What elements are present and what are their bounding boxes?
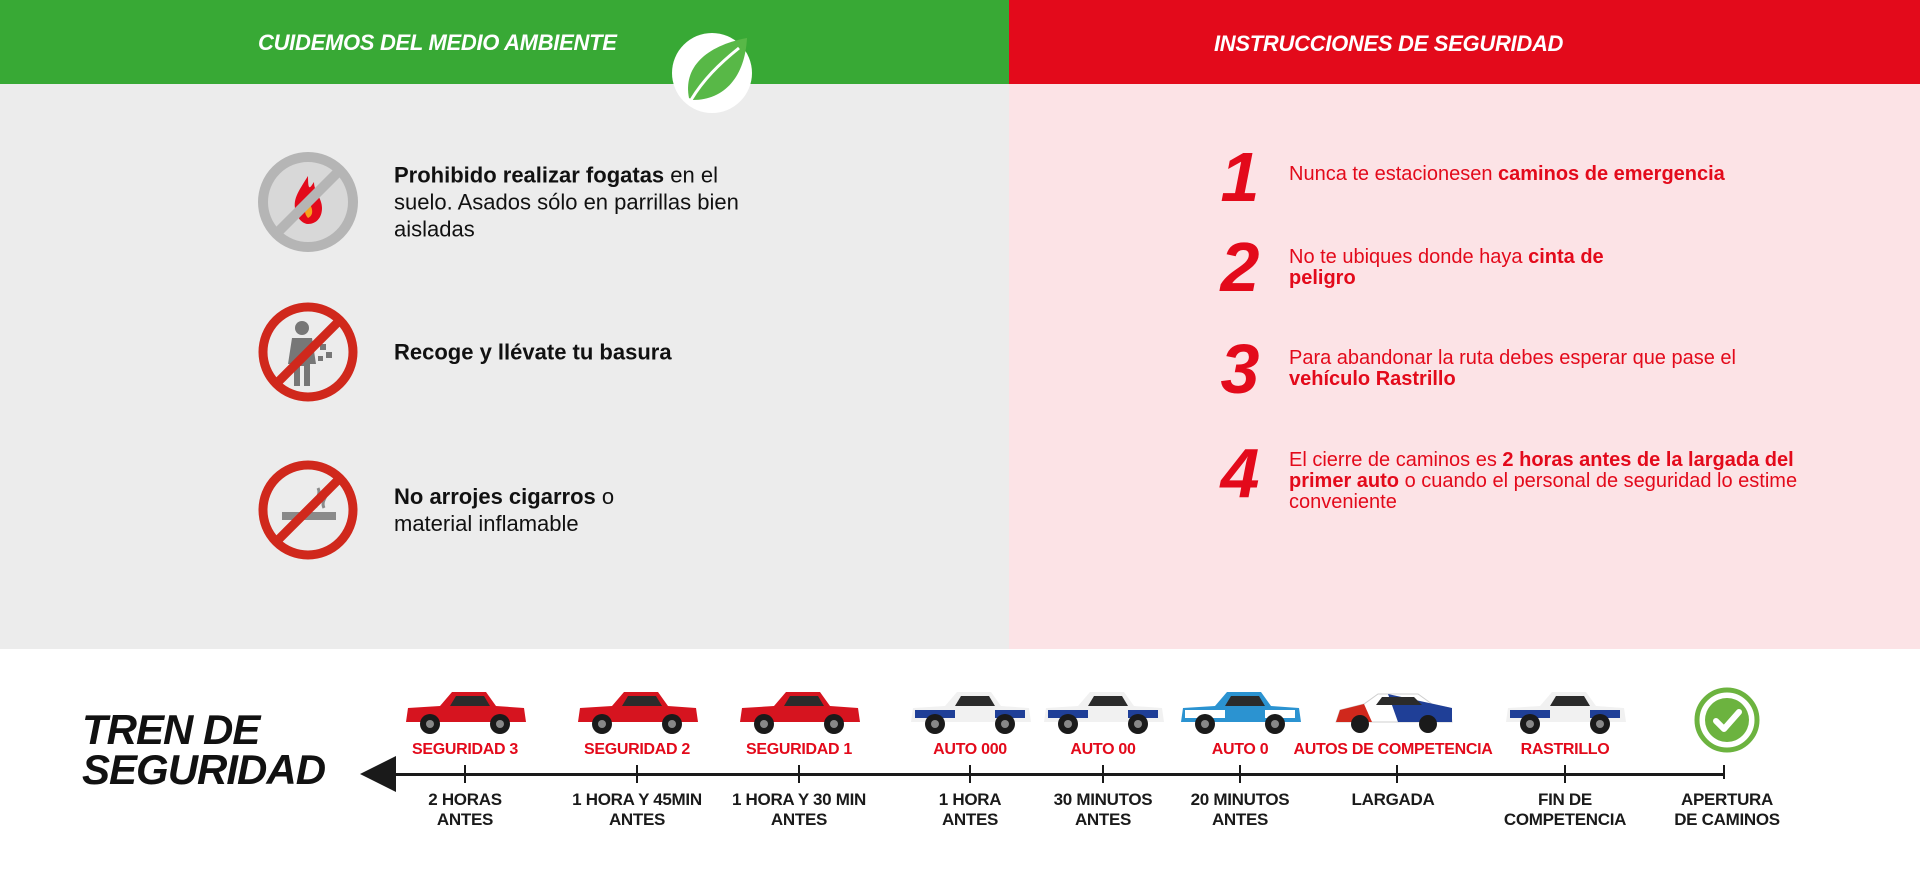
step-text: Nunca te estacionesen caminos de emergencia [1289, 163, 1725, 185]
red-pickup-icon [572, 684, 702, 738]
livery-pickup-icon [1500, 684, 1630, 738]
step-text: Para abandonar la ruta debes esperar que pase el vehículo Rastrillo [1289, 347, 1736, 390]
rule-text: Recoge y llévate tu basura [394, 339, 672, 365]
safety-panel [1009, 0, 1920, 649]
timeline-event-time: FIN DE COMPETENCIA [1503, 790, 1627, 829]
blue-livery-pickup-icon [1175, 684, 1305, 738]
step-number: 2 [1220, 228, 1260, 306]
step-text: El cierre de caminos es 2 horas antes de la largada del primer auto o cuando el personal de seguridad lo estime conveniente [1289, 449, 1798, 513]
timeline-title: TREN DE SEGURIDAD [82, 706, 326, 793]
step-number: 4 [1220, 434, 1260, 512]
timeline-tick [636, 765, 638, 783]
no-smoking-icon [258, 460, 358, 560]
safety-title: INSTRUCCIONES DE SEGURIDAD [1214, 31, 1564, 56]
step-number: 3 [1220, 330, 1260, 408]
rule-text: No arrojes cigarros o material inflamable [394, 484, 615, 536]
leaf-icon [669, 28, 755, 116]
red-pickup-icon [734, 684, 864, 738]
rule-no-cigarettes [258, 460, 978, 560]
timeline-event-label: RASTRILLO [1520, 741, 1610, 758]
timeline-event-time: 30 MINUTOS ANTES [1053, 790, 1153, 829]
timeline-tick [1723, 765, 1725, 779]
environment-header [0, 0, 1009, 84]
livery-pickup-icon [1038, 684, 1168, 738]
timeline-event-time: 1 HORA Y 30 MIN ANTES [731, 790, 867, 829]
timeline-tick [1564, 765, 1566, 783]
timeline-event-label: AUTO 000 [933, 741, 1007, 758]
timeline-event-time: 1 HORA ANTES [938, 790, 1002, 829]
timeline-tick [464, 765, 466, 783]
step-text: No te ubiques donde haya cinta de peligro [1289, 246, 1604, 289]
timeline-event-label: SEGURIDAD 2 [583, 741, 691, 758]
rally-car-icon [1328, 684, 1458, 738]
timeline-line [390, 773, 1724, 776]
timeline-tick [1102, 765, 1104, 783]
check-icon [1694, 687, 1760, 753]
timeline-event-label: AUTO 00 [1070, 741, 1136, 758]
rule-collect-trash [258, 302, 978, 402]
timeline-event-time: LARGADA [1351, 790, 1435, 809]
timeline-event-label: SEGURIDAD 1 [745, 741, 853, 758]
environment-title: CUIDEMOS DEL MEDIO AMBIENTE [258, 30, 617, 55]
livery-pickup-icon [905, 684, 1035, 738]
timeline-tick [798, 765, 800, 783]
timeline-event-time: 20 MINUTOS ANTES [1190, 790, 1290, 829]
timeline-tick [1239, 765, 1241, 783]
timeline-event-time: APERTURA DE CAMINOS [1674, 790, 1780, 829]
no-fire-icon [258, 152, 358, 252]
timeline-tick [1396, 765, 1398, 783]
timeline-event-label: AUTOS DE COMPETENCIA [1293, 741, 1493, 758]
timeline-event-time: 1 HORA Y 45MIN ANTES [572, 790, 702, 829]
no-littering-icon [258, 302, 358, 402]
timeline-event-label: AUTO 0 [1211, 741, 1269, 758]
timeline-event-time: 2 HORAS ANTES [428, 790, 502, 829]
rule-no-fires [258, 152, 978, 252]
step-number: 1 [1220, 138, 1260, 216]
timeline-tick [969, 765, 971, 783]
rule-text: Prohibido realizar fogatas en el suelo. Asados sólo en parrillas bien aisladas [394, 162, 739, 242]
red-pickup-icon [400, 684, 530, 738]
timeline-event-label: SEGURIDAD 3 [411, 741, 519, 758]
